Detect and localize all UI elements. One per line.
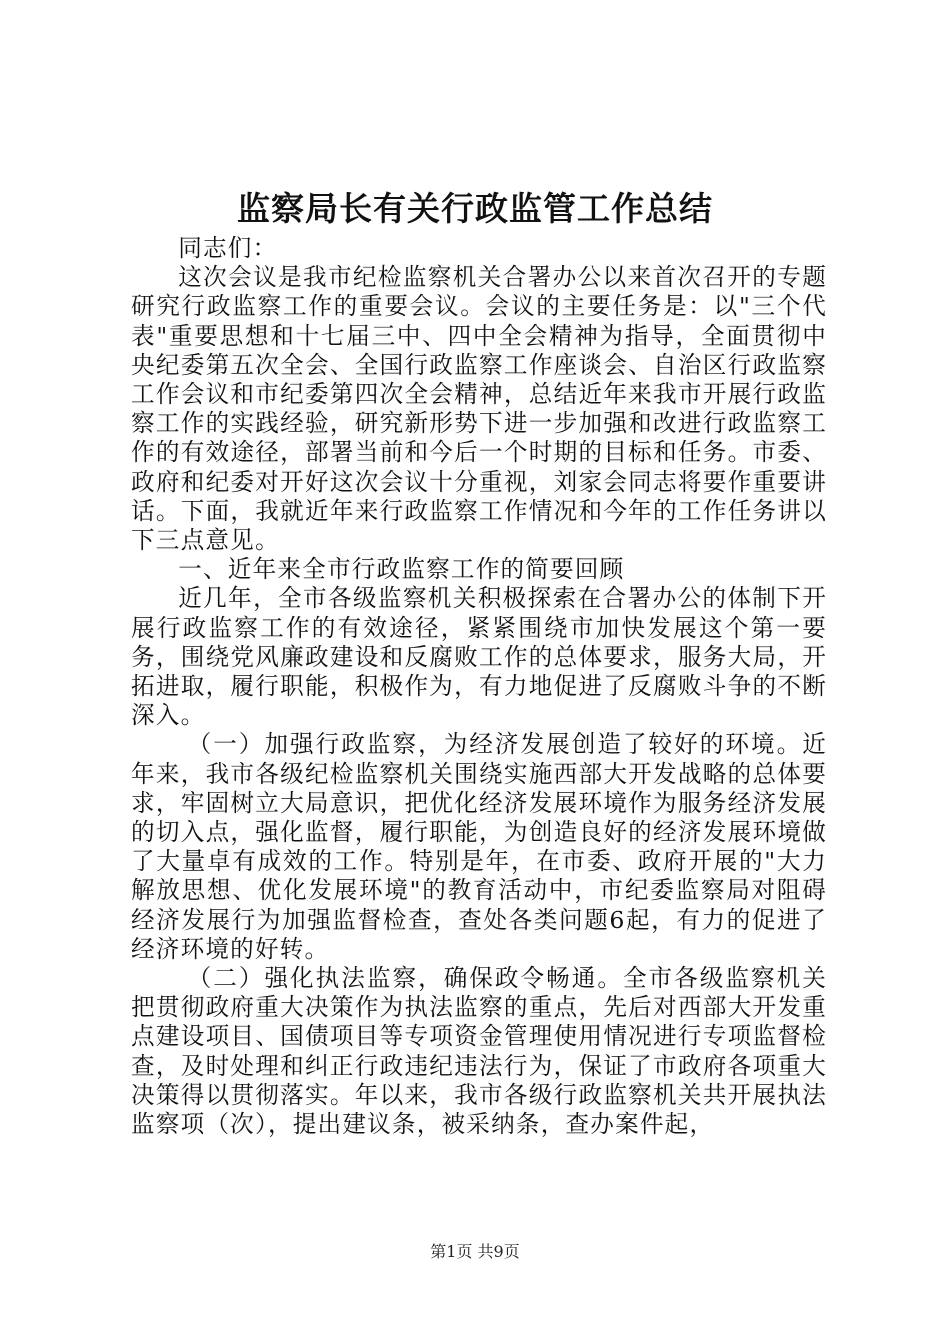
document-body bbox=[131, 234, 827, 1139]
salutation-paragraph: 同志们： bbox=[178, 234, 278, 262]
page-number-footer: 第1页 共9页 bbox=[430, 1242, 520, 1261]
section-summary-paragraph: 近几年，全市各级监察机关积极探索在合署办公的体制下开展行政监察工作的有效途径，紧紧围绕市加快发展这个第一要务，围绕党风廉政建设和反腐败工作的总体要求，服务大局，开拓进取，履行职能，积极作为，有力地促进了反腐败斗争的不断深入。 bbox=[131, 584, 827, 730]
intro-paragraph: 这次会议是我市纪检监察机关合署办公以来首次召开的专题研究行政监察工作的重要会议。会议的主要任务是：以"三个代表"重要思想和十七届三中、四中全会精神为指导，全面贯彻中央纪委第五次全会、全国行政监察工作座谈会、自治区行政监察工作会议和市纪委第四次全会精神，总结近年来我市开展行政监察工作的实践经验，研究新形势下进一步加强和改进行政监察工作的有效途径，部署当前和今后一个时期的目标和任务。市委、政府和纪委对开好这次会议十分重视，刘家会同志将要作重要讲话。下面，我就近年来行政监察工作情况和今年的工作任务讲以下三点意见。 bbox=[131, 263, 827, 555]
subsection-one-paragraph: （一）加强行政监察，为经济发展创造了较好的环境。近年来，我市各级纪检监察机关围绕实施西部大开发战略的总体要求，牢固树立大局意识，把优化经济发展环境作为服务经济发展的切入点，强化监督，履行职能，为创造良好的经济发展环境做了大量卓有成效的工作。特别是年，在市委、政府开展的"大力解放思想、优化发展环境"的教育活动中，市纪委监察局对阻碍经济发展行为加强监督检查，查处各类问题6起，有力的促进了经济环境的好转。 bbox=[131, 730, 827, 963]
subsection-two-paragraph: （二）强化执法监察，确保政令畅通。全市各级监察机关把贯彻政府重大决策作为执法监察的重点，先后对西部大开发重点建设项目、国债项目等专项资金管理使用情况进行专项监督检查，及时处理和纠正行政违纪违法行为，保证了市政府各项重大决策得以贯彻落实。年以来，我市各级行政监察机关共开展执法监察项（次），提出建议条，被采纳条，查办案件起， bbox=[131, 964, 827, 1139]
section-heading: 一、近年来全市行政监察工作的简要回顾 bbox=[178, 555, 625, 584]
document-title: 监察局长有关行政监管工作总结 bbox=[237, 189, 713, 228]
